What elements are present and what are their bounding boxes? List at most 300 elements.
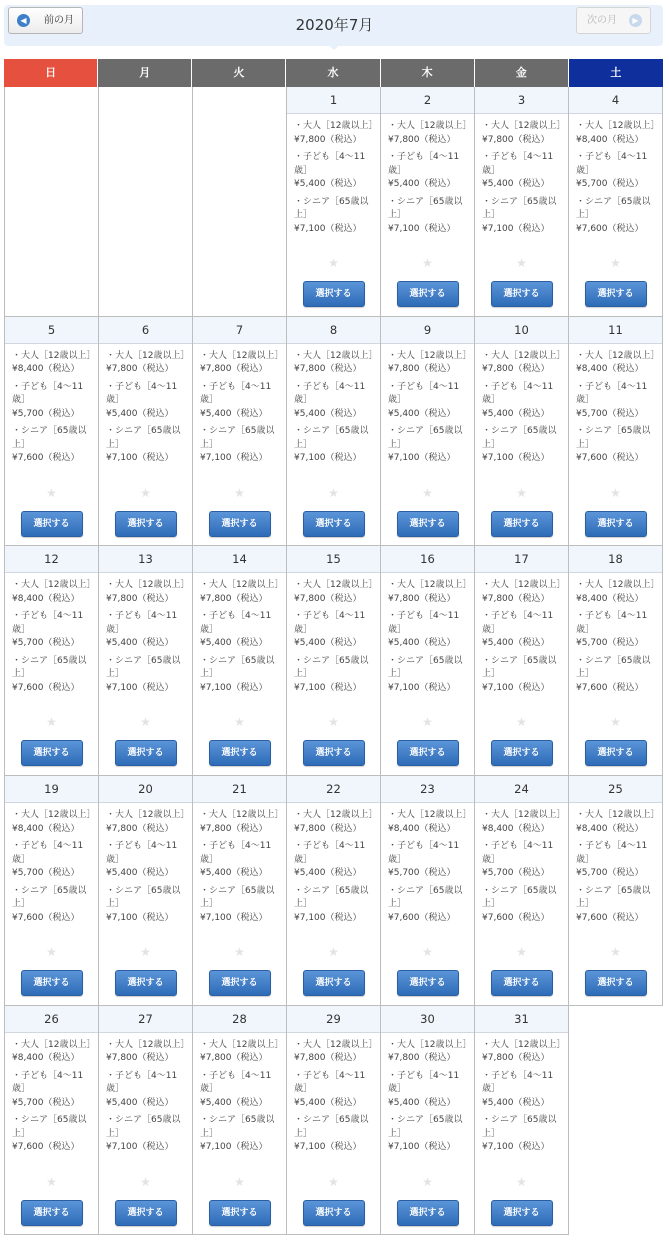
price-value: ¥7,100（税込） <box>106 1142 174 1153</box>
star-icon: ★ <box>422 715 433 730</box>
calendar-day-cell <box>287 317 381 547</box>
day-number: 30 <box>381 1006 474 1033</box>
price-category: ・シニア［65歳以上］ <box>12 426 87 450</box>
price-category: ・大人［12歳以上］ <box>200 810 284 821</box>
price-value: ¥7,800（税込） <box>482 134 550 145</box>
day-number: 28 <box>193 1006 286 1033</box>
day-number: 13 <box>99 546 192 573</box>
price-item <box>388 885 472 926</box>
price-category: ・子ども［4〜11歳］ <box>576 152 648 176</box>
price-item <box>294 120 378 147</box>
price-item <box>482 151 566 192</box>
price-category: ・子ども［4〜11歳］ <box>12 381 84 406</box>
day-number: 12 <box>5 546 98 573</box>
price-category: ・シニア［65歳以上］ <box>576 426 651 450</box>
price-value: ¥5,400（税込） <box>106 638 174 649</box>
price-category: ・子ども［4〜11歳］ <box>388 152 460 176</box>
price-item <box>200 1114 284 1155</box>
price-item <box>482 425 566 466</box>
price-item <box>12 610 96 651</box>
weekday-monday: 月 <box>98 59 192 87</box>
select-date-button[interactable]: 選択する <box>585 970 647 996</box>
day-number: 9 <box>381 317 474 344</box>
weekday-wednesday: 水 <box>286 59 380 87</box>
price-list <box>569 344 662 466</box>
price-list <box>193 573 286 695</box>
price-list <box>193 1033 286 1155</box>
day-number: 27 <box>99 1006 192 1033</box>
price-item <box>482 196 566 237</box>
price-category: ・大人［12歳以上］ <box>106 350 190 361</box>
price-list <box>287 573 380 695</box>
price-value: ¥7,800（税込） <box>388 134 456 145</box>
calendar-day-cell <box>287 87 381 317</box>
price-value: ¥7,600（税込） <box>388 912 456 923</box>
calendar-day-cell <box>475 776 569 1006</box>
select-date-button[interactable]: 選択する <box>303 970 365 996</box>
calendar-day-cell <box>569 317 663 547</box>
price-item <box>294 151 378 192</box>
calendar-day-cell <box>381 1006 475 1236</box>
price-value: ¥5,700（税込） <box>576 638 644 649</box>
star-icon: ★ <box>234 945 245 960</box>
price-item <box>576 381 660 422</box>
chevron-left-icon: ◀ <box>17 14 30 27</box>
day-number: 4 <box>569 87 662 114</box>
price-category: ・大人［12歳以上］ <box>294 580 378 591</box>
calendar-day-cell <box>569 87 663 317</box>
price-value: ¥7,800（税込） <box>294 134 362 145</box>
price-item <box>106 1070 190 1111</box>
price-category: ・子ども［4〜11歳］ <box>200 611 272 635</box>
price-item <box>388 579 472 606</box>
price-value: ¥7,800（税込） <box>482 593 550 604</box>
calendar-day-cell <box>569 546 663 776</box>
select-date-button[interactable]: 選択する <box>585 281 647 307</box>
price-value: ¥7,100（税込） <box>106 453 174 464</box>
price-item <box>482 809 566 836</box>
price-value: ¥5,400（税込） <box>106 868 174 879</box>
price-list <box>99 1033 192 1155</box>
price-value: ¥8,400（税込） <box>576 593 644 604</box>
calendar-day-cell <box>5 546 99 776</box>
price-category: ・シニア［65歳以上］ <box>388 885 463 910</box>
price-value: ¥7,100（税込） <box>388 1142 456 1153</box>
price-category: ・シニア［65歳以上］ <box>294 196 369 220</box>
price-value: ¥8,400（税込） <box>576 134 644 145</box>
star-icon: ★ <box>610 256 621 270</box>
price-item <box>294 1039 378 1066</box>
price-value: ¥7,600（税込） <box>576 682 644 693</box>
price-value: ¥5,400（税込） <box>200 1097 268 1108</box>
price-list <box>5 344 98 466</box>
select-date-button[interactable]: 選択する <box>209 511 271 537</box>
price-category: ・シニア［65歳以上］ <box>388 426 463 450</box>
price-item <box>294 579 378 606</box>
price-item <box>106 425 190 466</box>
price-value: ¥7,100（税込） <box>482 682 550 693</box>
price-value: ¥7,100（税込） <box>200 912 268 923</box>
price-item <box>200 381 284 422</box>
price-value: ¥5,400（税込） <box>106 1097 174 1108</box>
price-category: ・大人［12歳以上］ <box>12 810 96 821</box>
price-value: ¥7,800（税込） <box>388 593 456 604</box>
calendar-day-cell <box>381 776 475 1006</box>
price-value: ¥7,600（税込） <box>12 912 80 923</box>
chevron-right-icon: ▶ <box>629 14 642 27</box>
select-date-button[interactable]: 選択する <box>397 740 459 766</box>
price-value: ¥5,700（税込） <box>12 638 80 649</box>
calendar-day-cell <box>99 546 193 776</box>
price-category: ・シニア［65歳以上］ <box>106 655 181 680</box>
price-item <box>12 840 96 881</box>
price-item <box>200 1070 284 1111</box>
price-item <box>576 120 660 147</box>
price-item <box>12 425 96 466</box>
select-date-button[interactable]: 選択する <box>209 970 271 996</box>
price-value: ¥8,400（税込） <box>576 364 644 375</box>
price-category: ・大人［12歳以上］ <box>294 121 378 131</box>
price-category: ・子ども［4〜11歳］ <box>576 381 648 406</box>
price-item <box>106 655 190 696</box>
price-list <box>475 344 568 466</box>
price-item <box>200 885 284 926</box>
price-value: ¥7,800（税込） <box>482 1053 550 1064</box>
price-value: ¥7,800（税込） <box>200 364 268 375</box>
price-category: ・子ども［4〜11歳］ <box>294 152 366 176</box>
day-number: 2 <box>381 87 474 114</box>
select-date-button[interactable]: 選択する <box>303 740 365 766</box>
price-value: ¥5,400（税込） <box>200 638 268 649</box>
price-category: ・大人［12歳以上］ <box>388 350 472 361</box>
price-category: ・シニア［65歳以上］ <box>576 885 651 910</box>
price-item <box>294 655 378 696</box>
price-list <box>99 573 192 695</box>
price-category: ・子ども［4〜11歳］ <box>388 841 460 865</box>
price-category: ・子ども［4〜11歳］ <box>200 381 272 406</box>
price-category: ・シニア［65歳以上］ <box>294 655 369 680</box>
day-number: 23 <box>381 776 474 803</box>
price-category: ・子ども［4〜11歳］ <box>12 611 84 635</box>
select-date-button[interactable]: 選択する <box>303 511 365 537</box>
price-list <box>569 573 662 695</box>
day-number: 26 <box>5 1006 98 1033</box>
calendar-day-cell <box>99 1006 193 1236</box>
star-icon: ★ <box>422 1174 433 1189</box>
price-category: ・シニア［65歳以上］ <box>482 655 557 680</box>
day-number: 10 <box>475 317 568 344</box>
price-category: ・子ども［4〜11歳］ <box>106 841 178 865</box>
price-value: ¥7,800（税込） <box>106 823 174 834</box>
select-date-button[interactable]: 選択する <box>209 1200 271 1226</box>
select-date-button[interactable]: 選択する <box>491 281 553 307</box>
price-value: ¥5,700（税込） <box>482 868 550 879</box>
price-category: ・シニア［65歳以上］ <box>200 885 275 910</box>
price-value: ¥7,600（税込） <box>12 1142 80 1153</box>
star-icon: ★ <box>516 715 527 730</box>
select-date-button[interactable]: 選択する <box>397 281 459 307</box>
price-item <box>106 885 190 926</box>
star-icon: ★ <box>234 715 245 730</box>
price-list <box>193 803 286 925</box>
calendar-week <box>4 87 663 317</box>
price-item <box>388 425 472 466</box>
price-category: ・大人［12歳以上］ <box>294 810 378 821</box>
price-value: ¥8,400（税込） <box>12 364 80 375</box>
select-date-button[interactable]: 選択する <box>303 1200 365 1226</box>
price-item <box>294 350 378 377</box>
price-category: ・シニア［65歳以上］ <box>482 426 557 450</box>
day-number: 7 <box>193 317 286 344</box>
price-category: ・大人［12歳以上］ <box>200 350 284 361</box>
price-category: ・シニア［65歳以上］ <box>200 655 275 680</box>
calendar-day-cell <box>193 317 287 547</box>
select-date-button[interactable]: 選択する <box>115 740 177 766</box>
price-value: ¥7,800（税込） <box>106 1053 174 1064</box>
select-date-button[interactable]: 選択する <box>21 970 83 996</box>
price-value: ¥5,700（税込） <box>12 1097 80 1108</box>
star-icon: ★ <box>516 485 527 500</box>
calendar-day-cell <box>193 776 287 1006</box>
price-category: ・シニア［65歳以上］ <box>106 426 181 450</box>
price-category: ・大人［12歳以上］ <box>106 580 190 591</box>
price-value: ¥5,400（税込） <box>200 868 268 879</box>
price-item <box>200 840 284 881</box>
price-list <box>5 803 98 925</box>
calendar-day-cell <box>5 1006 99 1236</box>
price-value: ¥7,100（税込） <box>482 1142 550 1153</box>
price-value: ¥5,400（税込） <box>294 408 362 419</box>
price-category: ・大人［12歳以上］ <box>576 350 660 361</box>
select-date-button[interactable]: 選択する <box>303 281 365 307</box>
price-list <box>475 114 568 236</box>
price-value: ¥7,800（税込） <box>294 823 362 834</box>
price-list <box>475 573 568 695</box>
price-value: ¥5,700（税込） <box>576 868 644 879</box>
star-icon: ★ <box>234 1174 245 1189</box>
price-category: ・大人［12歳以上］ <box>482 580 566 591</box>
price-value: ¥7,100（税込） <box>388 453 456 464</box>
price-item <box>294 885 378 926</box>
star-icon: ★ <box>328 945 339 960</box>
select-date-button[interactable]: 選択する <box>115 1200 177 1226</box>
price-value: ¥7,100（税込） <box>200 453 268 464</box>
price-category: ・シニア［65歳以上］ <box>294 426 369 450</box>
price-category: ・子ども［4〜11歳］ <box>576 611 648 635</box>
price-item <box>576 579 660 606</box>
star-icon: ★ <box>516 1174 527 1189</box>
price-value: ¥8,400（税込） <box>12 823 80 834</box>
select-date-button[interactable]: 選択する <box>21 740 83 766</box>
price-list <box>475 1033 568 1155</box>
price-category: ・子ども［4〜11歳］ <box>482 841 554 865</box>
price-item <box>12 1039 96 1066</box>
price-category: ・子ども［4〜11歳］ <box>388 1070 460 1095</box>
select-date-button[interactable]: 選択する <box>115 511 177 537</box>
star-icon: ★ <box>610 485 621 500</box>
star-icon: ★ <box>328 485 339 500</box>
calendar-day-cell <box>99 317 193 547</box>
price-list <box>287 114 380 236</box>
select-date-button[interactable]: 選択する <box>397 511 459 537</box>
day-number: 14 <box>193 546 286 573</box>
price-category: ・シニア［65歳以上］ <box>482 196 557 220</box>
price-value: ¥7,100（税込） <box>294 453 362 464</box>
price-value: ¥7,800（税込） <box>106 364 174 375</box>
select-date-button[interactable]: 選択する <box>397 970 459 996</box>
star-icon: ★ <box>46 715 57 730</box>
price-value: ¥5,400（税込） <box>294 868 362 879</box>
price-item <box>200 350 284 377</box>
price-item <box>12 1070 96 1111</box>
price-list <box>99 803 192 925</box>
select-date-button[interactable]: 選択する <box>397 1200 459 1226</box>
price-item <box>200 1039 284 1066</box>
star-icon: ★ <box>234 485 245 500</box>
price-value: ¥7,600（税込） <box>576 223 644 234</box>
price-item <box>294 610 378 651</box>
price-item <box>294 1070 378 1111</box>
price-value: ¥7,800（税込） <box>388 364 456 375</box>
star-icon: ★ <box>328 1174 339 1189</box>
price-item <box>482 610 566 651</box>
price-item <box>388 1070 472 1111</box>
price-category: ・子ども［4〜11歳］ <box>200 1070 272 1095</box>
price-value: ¥7,600（税込） <box>576 453 644 464</box>
price-category: ・子ども［4〜11歳］ <box>106 1070 178 1095</box>
price-category: ・大人［12歳以上］ <box>12 580 96 591</box>
price-value: ¥5,400（税込） <box>388 179 456 189</box>
day-number: 20 <box>99 776 192 803</box>
price-item <box>106 610 190 651</box>
select-date-button[interactable]: 選択する <box>491 511 553 537</box>
price-item <box>388 655 472 696</box>
select-date-button[interactable]: 選択する <box>491 740 553 766</box>
price-category: ・子ども［4〜11歳］ <box>388 381 460 406</box>
select-date-button[interactable]: 選択する <box>115 970 177 996</box>
price-item <box>482 840 566 881</box>
price-item <box>576 151 660 192</box>
select-date-button[interactable]: 選択する <box>585 511 647 537</box>
calendar-day-cell <box>287 546 381 776</box>
price-category: ・大人［12歳以上］ <box>388 580 472 591</box>
calendar-day-cell <box>99 776 193 1006</box>
price-value: ¥7,100（税込） <box>294 682 362 693</box>
price-category: ・シニア［65歳以上］ <box>106 885 181 910</box>
price-item <box>12 655 96 696</box>
price-category: ・子ども［4〜11歳］ <box>294 611 366 635</box>
price-category: ・大人［12歳以上］ <box>388 121 472 131</box>
calendar-day-cell <box>5 776 99 1006</box>
price-value: ¥8,400（税込） <box>482 823 550 834</box>
prev-month-label: 前の月 <box>44 15 74 26</box>
price-category: ・大人［12歳以上］ <box>200 580 284 591</box>
star-icon: ★ <box>516 256 527 270</box>
day-number: 17 <box>475 546 568 573</box>
price-category: ・子ども［4〜11歳］ <box>482 381 554 406</box>
price-list <box>99 344 192 466</box>
price-item <box>482 1039 566 1066</box>
price-category: ・大人［12歳以上］ <box>12 350 96 361</box>
price-item <box>576 350 660 377</box>
price-value: ¥7,100（税込） <box>106 682 174 693</box>
select-date-button[interactable]: 選択する <box>491 970 553 996</box>
calendar-day-cell <box>475 546 569 776</box>
price-category: ・シニア［65歳以上］ <box>576 655 651 680</box>
select-date-button[interactable]: 選択する <box>21 511 83 537</box>
price-category: ・子ども［4〜11歳］ <box>12 1070 84 1095</box>
calendar-empty-slot <box>569 1006 663 1236</box>
price-item <box>106 350 190 377</box>
price-category: ・大人［12歳以上］ <box>200 1039 284 1050</box>
price-value: ¥7,100（税込） <box>294 912 362 923</box>
price-category: ・大人［12歳以上］ <box>482 121 566 131</box>
price-value: ¥5,400（税込） <box>294 179 362 189</box>
calendar-day-cell <box>475 87 569 317</box>
price-category: ・大人［12歳以上］ <box>482 810 566 821</box>
price-list <box>569 114 662 236</box>
price-list <box>193 344 286 466</box>
price-value: ¥7,100（税込） <box>294 1142 362 1153</box>
price-item <box>294 381 378 422</box>
day-number: 16 <box>381 546 474 573</box>
price-item <box>388 381 472 422</box>
price-item <box>388 350 472 377</box>
calendar-day-cell <box>475 317 569 547</box>
select-date-button[interactable]: 選択する <box>209 740 271 766</box>
day-number: 21 <box>193 776 286 803</box>
price-category: ・子ども［4〜11歳］ <box>482 611 554 635</box>
price-item <box>200 425 284 466</box>
star-icon: ★ <box>46 1174 57 1189</box>
calendar-day-cell <box>287 776 381 1006</box>
calendar-day-cell <box>381 546 475 776</box>
star-icon: ★ <box>46 945 57 960</box>
price-category: ・子ども［4〜11歳］ <box>106 611 178 635</box>
star-icon: ★ <box>422 945 433 960</box>
day-number: 24 <box>475 776 568 803</box>
price-category: ・子ども［4〜11歳］ <box>294 841 366 865</box>
star-icon: ★ <box>328 715 339 730</box>
calendar-day-cell <box>381 317 475 547</box>
price-value: ¥7,100（税込） <box>388 682 456 693</box>
select-date-button[interactable]: 選択する <box>491 1200 553 1226</box>
price-value: ¥7,800（税込） <box>294 1053 362 1064</box>
price-list <box>287 344 380 466</box>
price-item <box>12 885 96 926</box>
price-category: ・大人［12歳以上］ <box>294 1039 378 1050</box>
day-number: 25 <box>569 776 662 803</box>
day-number: 6 <box>99 317 192 344</box>
calendar <box>4 59 663 1235</box>
day-number: 29 <box>287 1006 380 1033</box>
price-category: ・大人［12歳以上］ <box>12 1039 96 1050</box>
day-number: 3 <box>475 87 568 114</box>
price-item <box>388 120 472 147</box>
select-date-button[interactable]: 選択する <box>585 740 647 766</box>
price-category: ・子ども［4〜11歳］ <box>576 841 648 865</box>
price-category: ・子ども［4〜11歳］ <box>106 381 178 406</box>
price-item <box>482 885 566 926</box>
price-item <box>388 1114 472 1155</box>
price-list <box>381 114 474 236</box>
select-date-button[interactable]: 選択する <box>21 1200 83 1226</box>
price-category: ・シニア［65歳以上］ <box>106 1115 181 1139</box>
price-item <box>200 655 284 696</box>
price-item <box>106 381 190 422</box>
price-value: ¥7,100（税込） <box>388 223 456 234</box>
price-item <box>482 350 566 377</box>
